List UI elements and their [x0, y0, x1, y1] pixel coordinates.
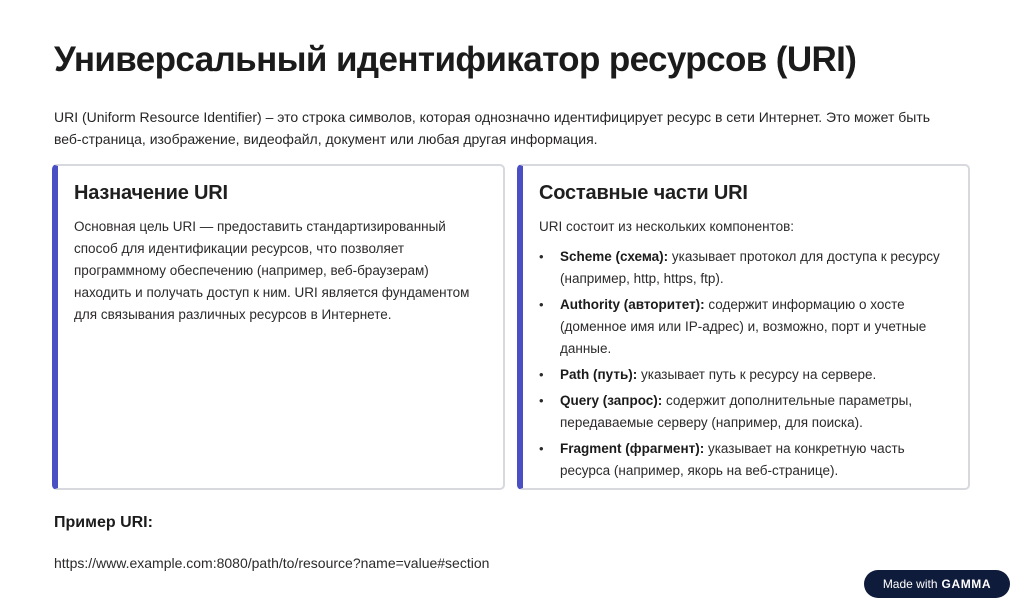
made-with-gamma-badge[interactable] — [864, 570, 1010, 598]
components-card-intro: URI состоит из нескольких компонентов: — [539, 219, 795, 234]
component-description: содержит дополнительные параметры, передаваемые серверу (например, для поиска). — [560, 393, 913, 430]
gamma-logo-icon: GAMMA — [941, 577, 992, 591]
components-card-title: Составные части URI — [539, 182, 748, 204]
component-description: указывает на конкретную часть ресурса (например, якорь на веб-странице). — [560, 441, 905, 478]
bullet-icon: • — [539, 297, 544, 312]
component-description: указывает путь к ресурсу на сервере. — [637, 367, 877, 382]
page-title: Универсальный идентификатор ресурсов (URI) — [54, 40, 857, 79]
list-item — [539, 390, 952, 434]
purpose-card-text: Основная цель URI — предоставить стандартизированный способ для идентификации ресурсов, что позволяет программному обеспечению (например, веб-браузерам) находить и получать доступ к ним. URI является фундаментом для связывания различных ресурсов в Интернете. — [74, 219, 470, 322]
components-list — [539, 246, 952, 482]
badge-text: Made with — [882, 577, 938, 591]
bullet-icon: • — [539, 393, 544, 408]
list-item — [539, 294, 952, 360]
list-item — [539, 438, 952, 482]
bullet-icon: • — [539, 249, 544, 264]
example-heading: Пример URI: — [54, 514, 153, 531]
component-term: Query (запрос): — [560, 393, 663, 408]
example-url: https://www.example.com:8080/path/to/resource?name=value#section — [54, 555, 490, 571]
component-term: Authority (авторитет): — [560, 297, 705, 312]
list-item — [539, 246, 952, 290]
component-description: содержит информацию о хосте (доменное имя или IP-адрес) и, возможно, порт и учетные данные. — [560, 297, 927, 356]
bullet-icon: • — [539, 441, 544, 456]
list-item — [539, 364, 952, 386]
component-term: Fragment (фрагмент): — [560, 441, 705, 456]
component-term: Path (путь): — [560, 367, 638, 382]
component-term: Scheme (схема): — [560, 249, 669, 264]
components-card — [517, 164, 970, 490]
purpose-card — [52, 164, 505, 490]
purpose-card-title: Назначение URI — [74, 182, 228, 204]
component-description: указывает протокол для доступа к ресурсу (например, http, https, ftp). — [560, 249, 940, 286]
bullet-icon: • — [539, 367, 544, 382]
intro-paragraph: URI (Uniform Resource Identifier) – это строка символов, которая однозначно идентифицирует ресурс в сети Интернет. Это может быть веб-страница, изображение, видеофайл, документ или любая другая информация. — [54, 109, 931, 147]
